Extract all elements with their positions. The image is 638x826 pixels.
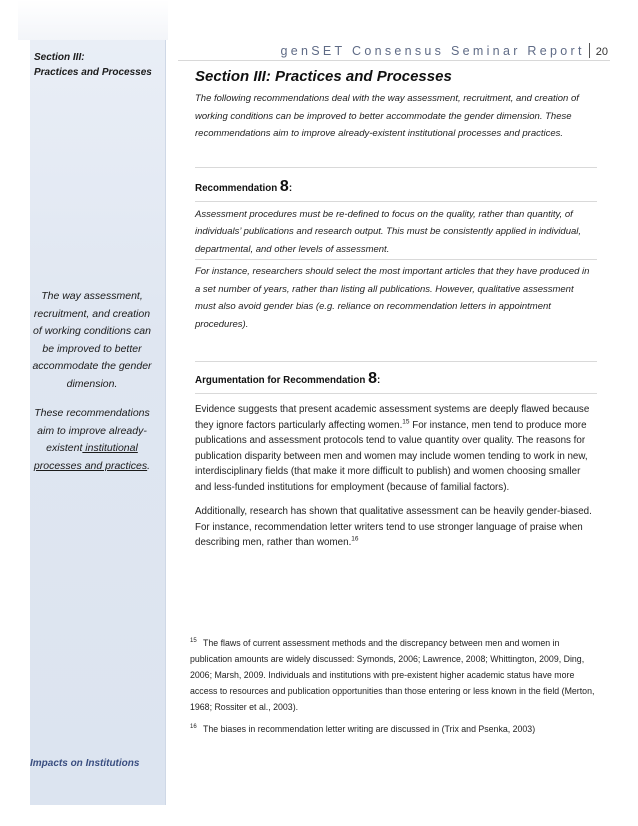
sidebar-quote-gap [32,393,152,405]
footnote-ref-16[interactable]: 16 [351,535,359,543]
sidebar-quote2-line4-text: processes and practices [33,459,148,472]
sidebar-quote1-line5: accommodate the gender [32,360,152,372]
sidebar-quote2-line1: These recommendations [34,407,150,419]
argumentation-p1-text-b: For instance, men tend to produce more publications and assessment protocols tend to value quantity over quality. The reasons for publication disparity between men and women may include women tending to work in new, interdisciplinary fields (that make it more difficult to publish) and women choosing smaller and less-funded institutions for employment (because of familial factors). [195,419,588,493]
report-title: genSET Consensus Seminar Report [280,44,585,58]
page-header [258,38,608,58]
main-content [195,68,595,551]
argumentation-p2-text: Additionally, research has shown that qualitative assessment can be heavily gender-biased. For instance, recommendation letter writers tend to use stronger language of praise when describing men, rather than women. [195,506,592,548]
argumentation-paragraph-1 [195,402,595,495]
sidebar [30,40,166,805]
argumentation-p1-text-a: Evidence suggests that present academic assessment systems are deeply flawed because they ignore factors particularly affecting women. [195,404,590,431]
recommendation-paragraph-2: For instance, researchers should select the most important articles that they have produced in a set number of years, rather than listing all publications. However, qualitative assessment must also avoid gender bias (e.g. reliance on recommendation letters in appointment procedures). [195,266,590,330]
footnote-number: 16 [190,724,197,731]
sidebar-quote1-line1: The way assessment, [41,290,143,302]
spacer [195,362,595,370]
argumentation-colon: : [377,375,381,386]
sidebar-quote2-line3a: existent [46,442,83,454]
header-rule [178,60,610,61]
sidebar-top-fade [18,0,168,40]
sidebar-quote2-line3b: institutional [82,442,138,454]
footnote-ref-15[interactable]: 15 [402,418,410,426]
recommendation-paragraph-1: Assessment procedures must be re-defined to focus on the quality, rather than quantity, of individuals’ publications and research output. This must be consistently applied in individual, departmental, and other levels of assessment. [195,208,582,255]
sidebar-quote1-line2: recruitment, and creation [33,307,151,320]
recommendation-label: Recommendation [195,182,280,194]
argumentation-number: 8 [368,370,377,387]
footnotes [190,635,595,737]
sidebar-quote2-end: . [147,459,151,472]
spacer [195,495,595,504]
footnote-text: The biases in recommendation letter writing are discussed in (Trix and Psenka, 2003) [200,724,536,734]
section-title: Section III: Practices and Processes [195,68,452,85]
sidebar-quote2-line3 [32,440,152,458]
footnote-number: 15 [190,638,197,645]
sidebar-quote1-line6: dimension. [66,377,118,390]
sidebar-section-title [34,50,162,80]
argumentation-paragraph-2 [195,504,595,551]
sidebar-quote1-line3: of working conditions can [33,325,151,337]
recommendation-heading [195,178,595,196]
sidebar-quote2-line4 [32,458,152,476]
footnote-text: The flaws of current assessment methods and the discrepancy between men and women in publication amounts are widely discussed: Symonds, 2006; Lawrence, 2008; Whittington, 2009, Ding, 2006; Marsh, 2009. Individuals and institutions with pre-existent higher academic status have more access to resources and publication opportunities than those entering or less known in the field (Merton, 1968; Rossiter et al., 2003). [190,638,595,712]
sidebar-title-line1: Section III: [34,52,85,63]
sidebar-quote2-line2: aim to improve already- [37,424,147,437]
sidebar-title-line2: Practices and Processes [34,67,152,78]
section-intro: The following recommendations deal with the way assessment, recruitment, and creation of working conditions can be improved to better accommodate the gender dimension. These recommendations aim to improve already-existent institutional processes and practices. [195,93,579,139]
footnote-15 [190,635,595,715]
spacer [195,333,595,361]
header-separator [589,43,590,58]
sidebar-pull-quote [32,288,152,475]
sidebar-quote1-line4: be improved to better [42,342,142,355]
spacer [195,143,595,167]
recommendation-number: 8 [279,177,289,195]
spacer [195,394,595,402]
sidebar-footer: Impacts on Institutions [30,758,140,769]
argumentation-label: Argumentation for Recommendation [195,375,369,386]
page-number: 20 [595,46,608,58]
footnote-16 [190,721,595,737]
recommendation-colon: : [288,182,293,194]
argumentation-heading [195,370,595,388]
spacer [195,168,595,178]
